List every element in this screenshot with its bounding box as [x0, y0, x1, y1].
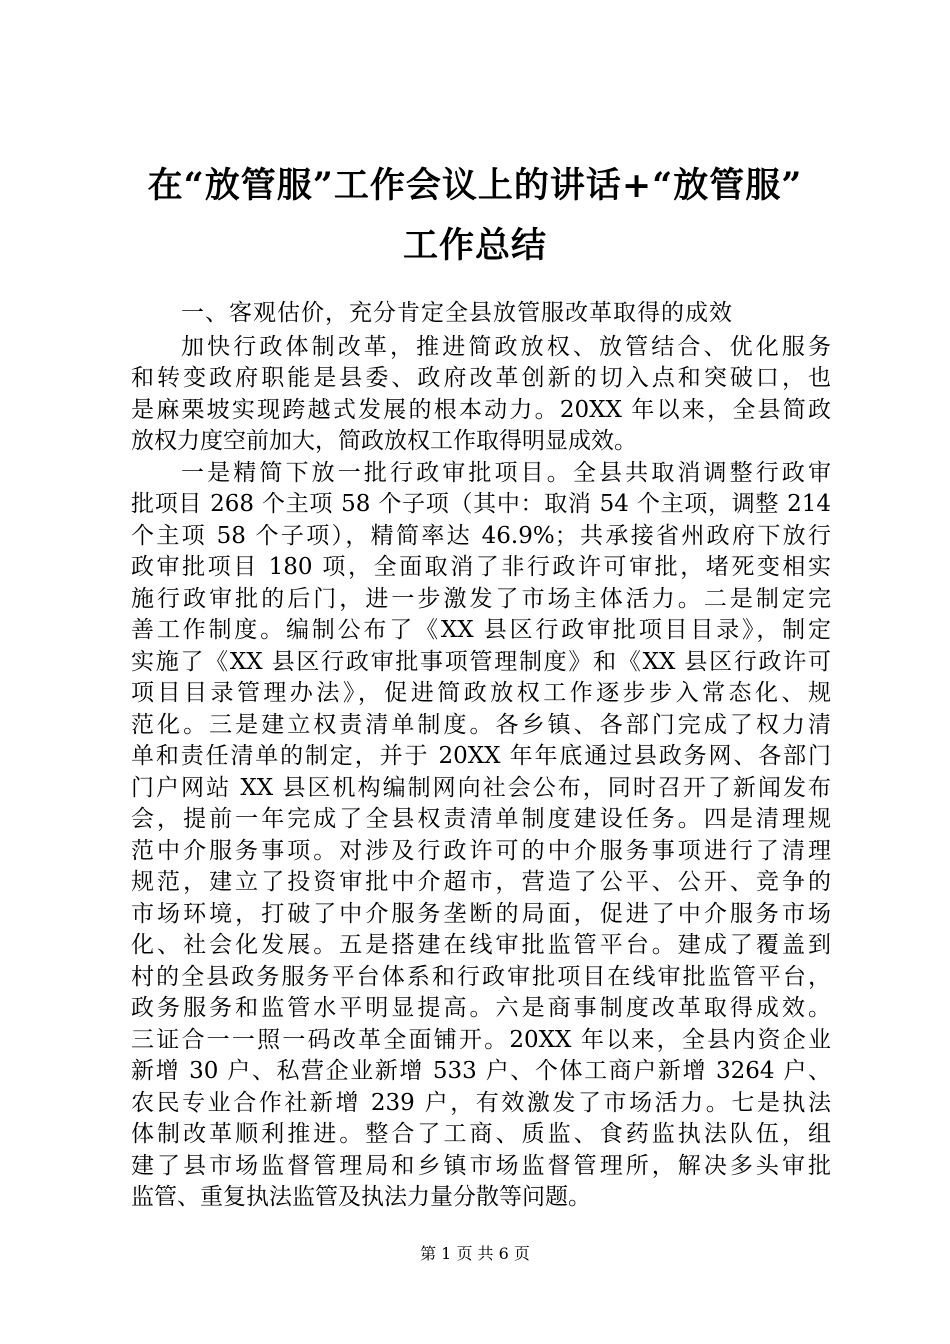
- paragraph-line: 加快行政体制改革，推进简政放权、放管结合、优化服务: [181, 334, 831, 360]
- paragraph-line: 施行政审批的后门，进一步激发了市场主体活力。二是制定完: [131, 585, 831, 612]
- paragraph-line: 规范，建立了投资审批中介超市，营造了公平、公开、竞争的: [131, 869, 831, 896]
- paragraph-line: 范中介服务事项。对涉及行政许可的中介服务事项进行了清理: [131, 837, 831, 864]
- paragraph-line: 政务服务和监管水平明显提高。六是商事制度改革取得成效。: [131, 995, 831, 1022]
- paragraph-line: 单和责任清单的制定，并于 20XX 年年底通过县政务网、各部门: [131, 743, 831, 770]
- paragraph-line: 门户网站 XX 县区机构编制网向社会公布，同时召开了新闻发布: [131, 774, 831, 801]
- document-title-line-1: 在“放管服”工作会议上的讲话+“放管服”: [147, 165, 803, 206]
- paragraph-line: 会，提前一年完成了全县权责清单制度建设任务。四是清理规: [131, 806, 831, 833]
- paragraph-line: 放权力度空前加大，简政放权工作取得明显成效。: [131, 428, 637, 455]
- paragraph-line: 政审批项目 180 项，全面取消了非行政许可审批，堵死变相实: [131, 554, 831, 581]
- paragraph-line: 新增 30 户、私营企业新增 533 户、个体工商户新增 3264 户、: [131, 1058, 831, 1085]
- paragraph-line: 建了县市场监督管理局和乡镇市场监督管理所，解决多头审批: [131, 1152, 831, 1179]
- paragraph-line: 化、社会化发展。五是搭建在线审批监管平台。建成了覆盖到: [131, 932, 831, 959]
- document-title-line-2: 工作总结: [402, 225, 547, 266]
- paragraph-line: 个主项 58 个子项），精简率达 46.9%；共承接省州政府下放行: [131, 522, 831, 549]
- paragraph-line: 三证合一一照一码改革全面铺开。20XX 年以来，全县内资企业: [131, 1026, 831, 1053]
- section-heading: 一、客观估价，充分肯定全县放管服改革取得的成效: [181, 300, 733, 326]
- paragraph-line: 农民专业合作社新增 239 户，有效激发了市场活力。七是执法: [131, 1089, 831, 1116]
- page-footer: 第 1 页 共 6 页: [420, 1244, 530, 1263]
- paragraph-line: 项目目录管理办法》，促进简政放权工作逐步步入常态化、规: [131, 680, 831, 707]
- paragraph-line: 是麻栗坡实现跨越式发展的根本动力。20XX 年以来，全县简政: [131, 396, 831, 423]
- paragraph-line: 一是精简下放一批行政审批项目。全县共取消调整行政审: [181, 459, 831, 486]
- paragraph-line: 批项目 268 个主项 58 个子项（其中：取消 54 个主项，调整 214: [131, 491, 831, 518]
- paragraph-line: 范化。三是建立权责清单制度。各乡镇、各部门完成了权力清: [131, 711, 831, 738]
- paragraph-line: 市场环境，打破了中介服务垄断的局面，促进了中介服务市场: [131, 900, 831, 927]
- paragraph-line: 体制改革顺利推进。整合了工商、质监、食药监执法队伍，组: [131, 1121, 831, 1148]
- paragraph-line: 村的全县政务服务平台体系和行政审批项目在线审批监管平台，: [131, 963, 831, 990]
- paragraph-line: 善工作制度。编制公布了《XX 县区行政审批项目目录》，制定: [131, 617, 831, 644]
- paragraph-line: 和转变政府职能是县委、政府改革创新的切入点和突破口，也: [131, 365, 831, 392]
- paragraph-line: 实施了《XX 县区行政审批事项管理制度》和《XX 县区行政许可: [131, 648, 831, 675]
- paragraph-line: 监管、重复执法监管及执法力量分散等问题。: [131, 1184, 591, 1210]
